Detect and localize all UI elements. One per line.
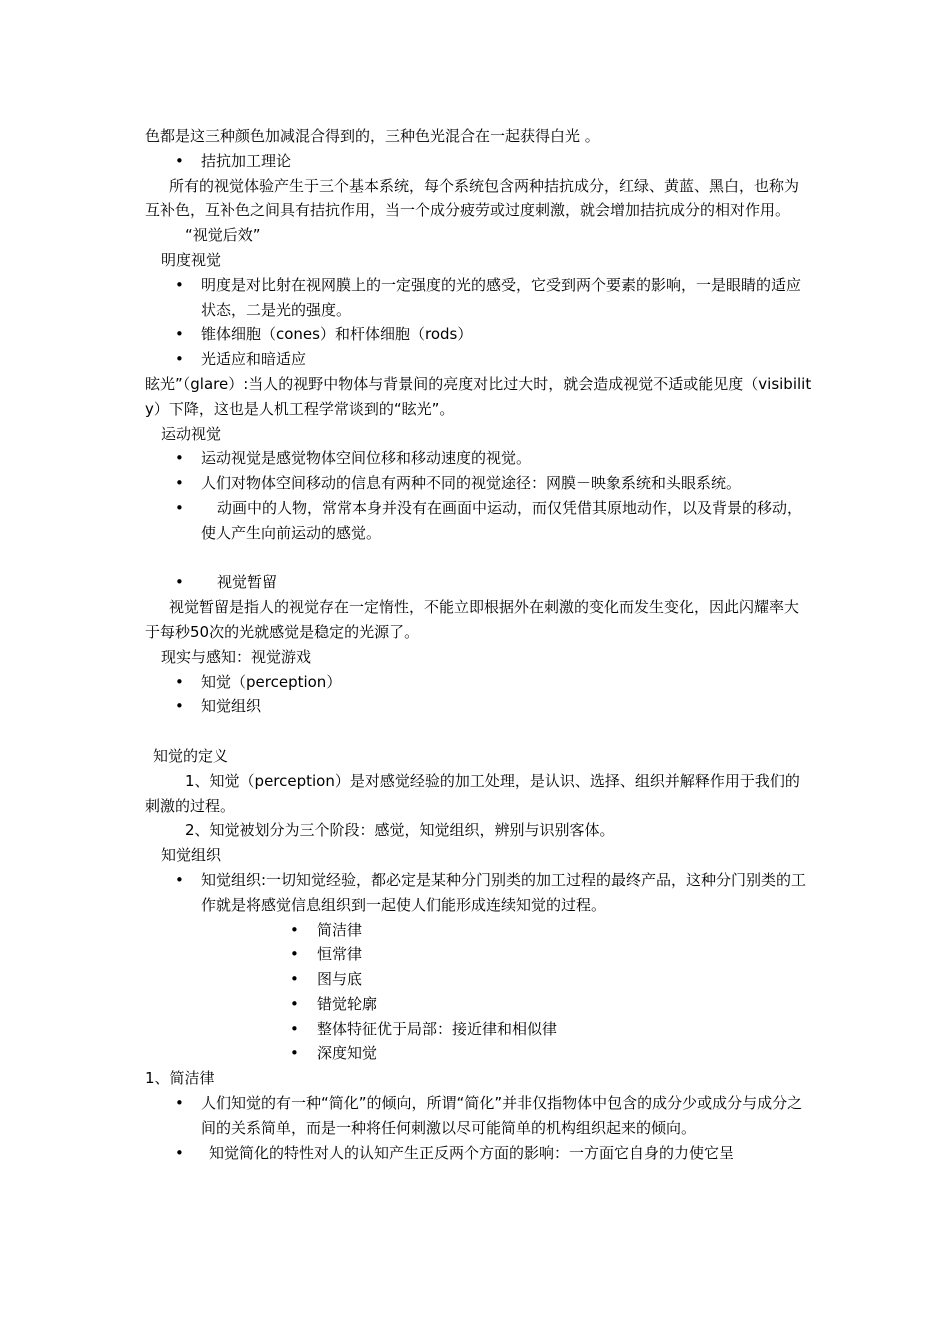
list-item-text: 拮抗加工理论 (201, 151, 292, 170)
bullet-icon: • (290, 994, 299, 1013)
bullet-icon: • (290, 1019, 299, 1038)
list-item-text: 知觉简化的特性对人的认知产生正反两个方面的影响：一方面它自身的力使它呈 (209, 1143, 735, 1162)
bullet-icon: • (290, 970, 299, 989)
section-heading: 知觉的定义 (153, 746, 229, 765)
list-item-text: 人们知觉的有一种“简化”的倾向，所谓“简化”并非仅指物体中包含的成分少或成分与成分之间的关系简单，而是一种将任何刺激以尽可能简单的机构组织起来的倾向。 (201, 1094, 803, 1137)
bullet-icon: • (175, 672, 184, 691)
list-item-text: 运动视觉是感觉物体空间位移和移动速度的视觉。 (201, 449, 532, 468)
paragraph: 1、知觉（perception）是对感觉经验的加工处理，是认识、选择、组织并解释作用于我们的刺激的过程。 (145, 771, 800, 815)
sub-list-item (145, 1017, 813, 1042)
list-item-text: 人们对物体空间移动的信息有两种不同的视觉途径：网膜－映象系统和头眼系统。 (201, 474, 742, 493)
sub-list-item-text: 简洁律 (317, 920, 363, 939)
bullet-icon: • (175, 350, 184, 369)
bullet-icon: • (290, 1044, 299, 1063)
bullet-icon: • (175, 697, 184, 716)
list-item (145, 1091, 813, 1141)
section-heading: 知觉组织 (161, 846, 222, 865)
bullet-icon: • (175, 1143, 184, 1162)
paragraph: 所有的视觉体验产生于三个基本系统，每个系统包含两种拮抗成分，红绿、黄蓝、黑白，也称为互补色，互补色之间具有拮抗作用，当一个成分疲劳或过度刺激，就会增加拮抗成分的相对作用。 (145, 176, 800, 220)
section-heading: 1、简洁律 (145, 1069, 215, 1088)
paragraph: 眩光”（glare）:当人的视野中物体与背景间的亮度对比过大时，就会造成视觉不适或能见度（visibility）下降，这也是人机工程学常谈到的“眩光”。 (145, 374, 812, 418)
quote-heading: “视觉后效” (185, 226, 261, 245)
spacer (145, 719, 813, 744)
list-item-text: 光适应和暗适应 (201, 350, 307, 369)
bullet-icon: • (175, 449, 184, 468)
sub-list-item (145, 942, 813, 967)
spacer (145, 546, 813, 571)
list-item (145, 670, 813, 695)
paragraph: 2、知觉被划分为三个阶段：感觉，知觉组织，辨别与识别客体。 (185, 821, 615, 840)
list-item (145, 322, 813, 347)
list-item-text: 知觉组织 (201, 697, 262, 716)
list-item-text: 知觉（perception） (201, 672, 342, 691)
sub-list-item-text: 深度知觉 (317, 1044, 378, 1063)
paragraph: 色都是这三种颜色加减混合得到的，三种色光混合在一起获得白光 。 (145, 127, 600, 145)
document-body (145, 124, 813, 1165)
bullet-icon: • (175, 1094, 184, 1113)
list-item (145, 496, 813, 546)
list-item (145, 347, 813, 372)
list-item (145, 446, 813, 471)
list-item (145, 570, 813, 595)
sub-list-item-text: 图与底 (317, 970, 363, 989)
list-item (145, 149, 813, 174)
bullet-icon: • (175, 474, 184, 493)
sub-list-item (145, 992, 813, 1017)
section-heading: 明度视觉 (161, 250, 222, 269)
list-item (145, 471, 813, 496)
list-item-text: 明度是对比射在视网膜上的一定强度的光的感受，它受到两个要素的影响，一是眼睛的适应状态，二是光的强度。 (201, 275, 802, 319)
paragraph: 视觉暂留是指人的视觉存在一定惰性，不能立即根据外在刺激的变化而发生变化，因此闪耀率大于每秒50次的光就感觉是稳定的光源了。 (145, 598, 800, 641)
bullet-icon: • (175, 573, 184, 592)
section-heading: 运动视觉 (161, 424, 222, 443)
bullet-icon: • (290, 920, 299, 939)
sub-list-item-text: 恒常律 (317, 945, 363, 964)
bullet-icon: • (290, 945, 299, 964)
list-item-text: 知觉组织:一切知觉经验，都必定是某种分门别类的加工过程的最终产品，这种分门别类的工作就是将感觉信息组织到一起使人们能形成连续知觉的过程。 (201, 870, 807, 914)
bullet-icon: • (175, 275, 184, 294)
list-item (145, 694, 813, 719)
bullet-icon: • (175, 151, 184, 170)
sub-list-item (145, 1041, 813, 1066)
bullet-icon: • (175, 870, 184, 889)
list-item (145, 273, 813, 323)
list-item (145, 868, 813, 918)
sub-list-item (145, 967, 813, 992)
sub-list-item-text: 整体特征优于局部：接近律和相似律 (317, 1019, 558, 1038)
sub-list-item (145, 918, 813, 943)
sub-list-item-text: 错觉轮廓 (317, 994, 378, 1013)
bullet-icon: • (175, 325, 184, 344)
list-item (145, 1141, 813, 1166)
list-item-text: 动画中的人物，常常本身并没有在画面中运动，而仅凭借其原地动作，以及背景的移动，使人产生向前运动的感觉。 (201, 498, 803, 542)
list-item-text: 视觉暂留 (217, 573, 278, 592)
list-item-text: 锥体细胞（cones）和杆体细胞（rods） (201, 325, 473, 344)
bullet-icon: • (175, 498, 184, 517)
section-heading: 现实与感知：视觉游戏 (161, 647, 312, 666)
